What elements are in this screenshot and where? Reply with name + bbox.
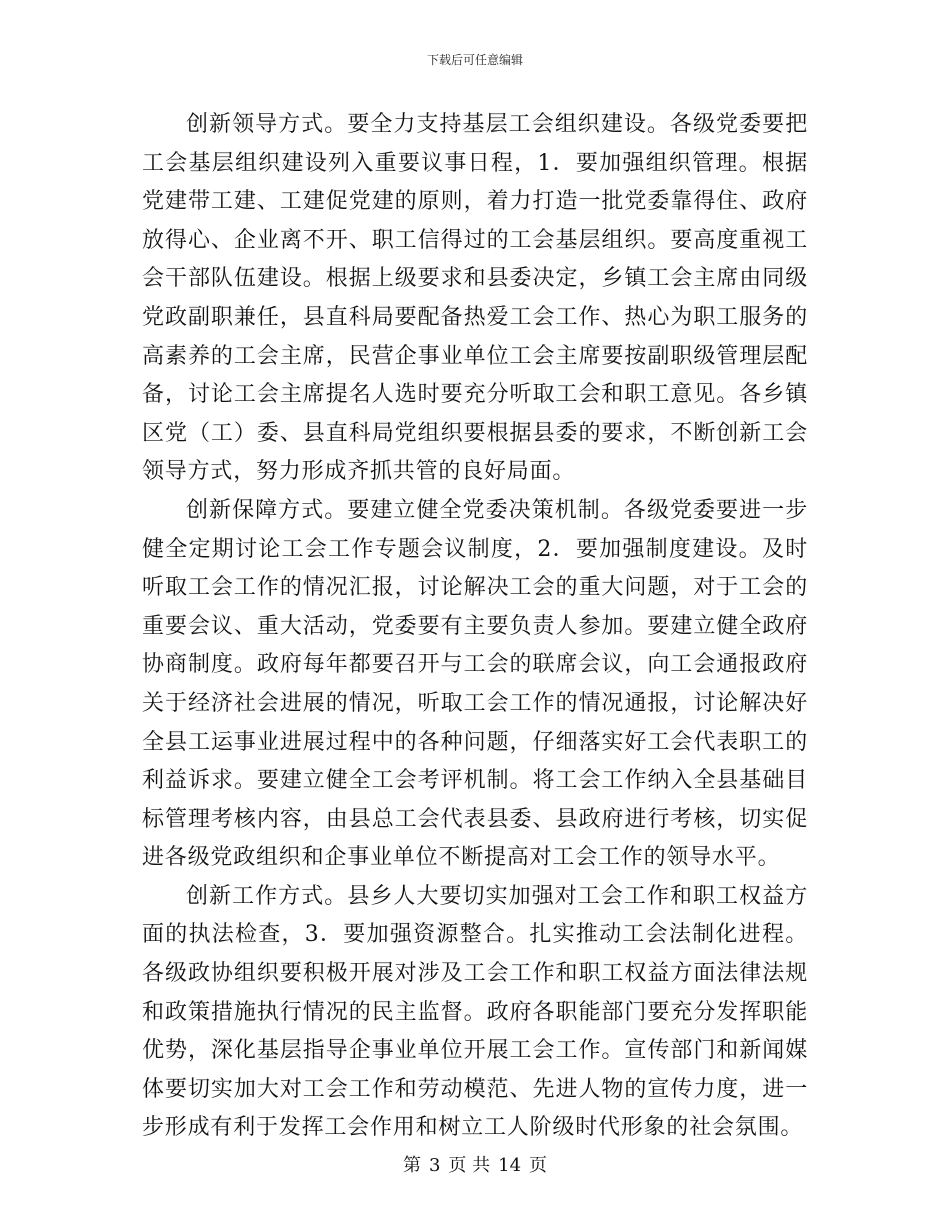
footer-middle: 页 共 [448,1155,491,1176]
footer-suffix: 页 [529,1155,548,1176]
page-footer [0,1154,950,1178]
paragraph-work: 创新工作方式。县乡人大要切实加强对工会工作和职工权益方面的执法检查，3．要加强资源整合。扎实推动工会法制化进程。各级政协组织要积极开展对涉及工会工作和职工权益方面法律法规和政策措施执行情况的民主监督。政府各职能部门要充分发挥职能优势，深化基层指导企事业单位开展工会工作。宣传部门和新闻媒体要切实加大对工会工作和劳动模范、先进人物的宣传力度，进一步形成有利于发挥工会作用和树立工人阶级时代形象的社会氛围。 [142,883,808,1141]
footer-page-number: 3 [428,1155,441,1176]
document-body [142,106,808,1148]
paragraph-leadership: 创新领导方式。要全力支持基层工会组织建设。各级党委要把工会基层组织建设列入重要议事日程，1．要加强组织管理。根据党建带工建、工建促党建的原则，着力打造一批党委靠得住、政府放得心、企业离不开、职工信得过的工会基层组织。要高度重视工会干部队伍建设。根据上级要求和县委决定，乡镇工会主席由同级党政副职兼任，县直科局要配备热爱工会工作、热心为职工服务的高素养的工会主席，民营企事业单位工会主席要按副职级管理层配备，讨论工会主席提名人选时要充分听取工会和职工意见。各乡镇区党（工）委、县直科局党组织要根据县委的要求，不断创新工会领导方式，努力形成齐抓共管的良好局面。 [142,112,808,485]
paragraph-guarantee: 创新保障方式。要建立健全党委决策机制。各级党委要进一步健全定期讨论工会工作专题会议制度，2．要加强制度建设。及时听取工会工作的情况汇报，讨论解决工会的重大问题，对于工会的重要会议、重大活动，党委要有主要负责人参加。要建立健全政府协商制度。政府每年都要召开与工会的联席会议，向工会通报政府关于经济社会进展的情况，听取工会工作的情况通报，讨论解决好全县工运事业进展过程中的各种问题，仔细落实好工会代表职工的利益诉求。要建立健全工会考评机制。将工会工作纳入全县基础目标管理考核内容，由县总工会代表县委、县政府进行考核，切实促进各级党政组织和企事业单位不断提高对工会工作的领导水平。 [142,497,808,871]
footer-total-pages: 14 [498,1155,522,1176]
footer-prefix: 第 [402,1155,421,1176]
page-header: 下载后可任意编辑 [426,53,523,67]
